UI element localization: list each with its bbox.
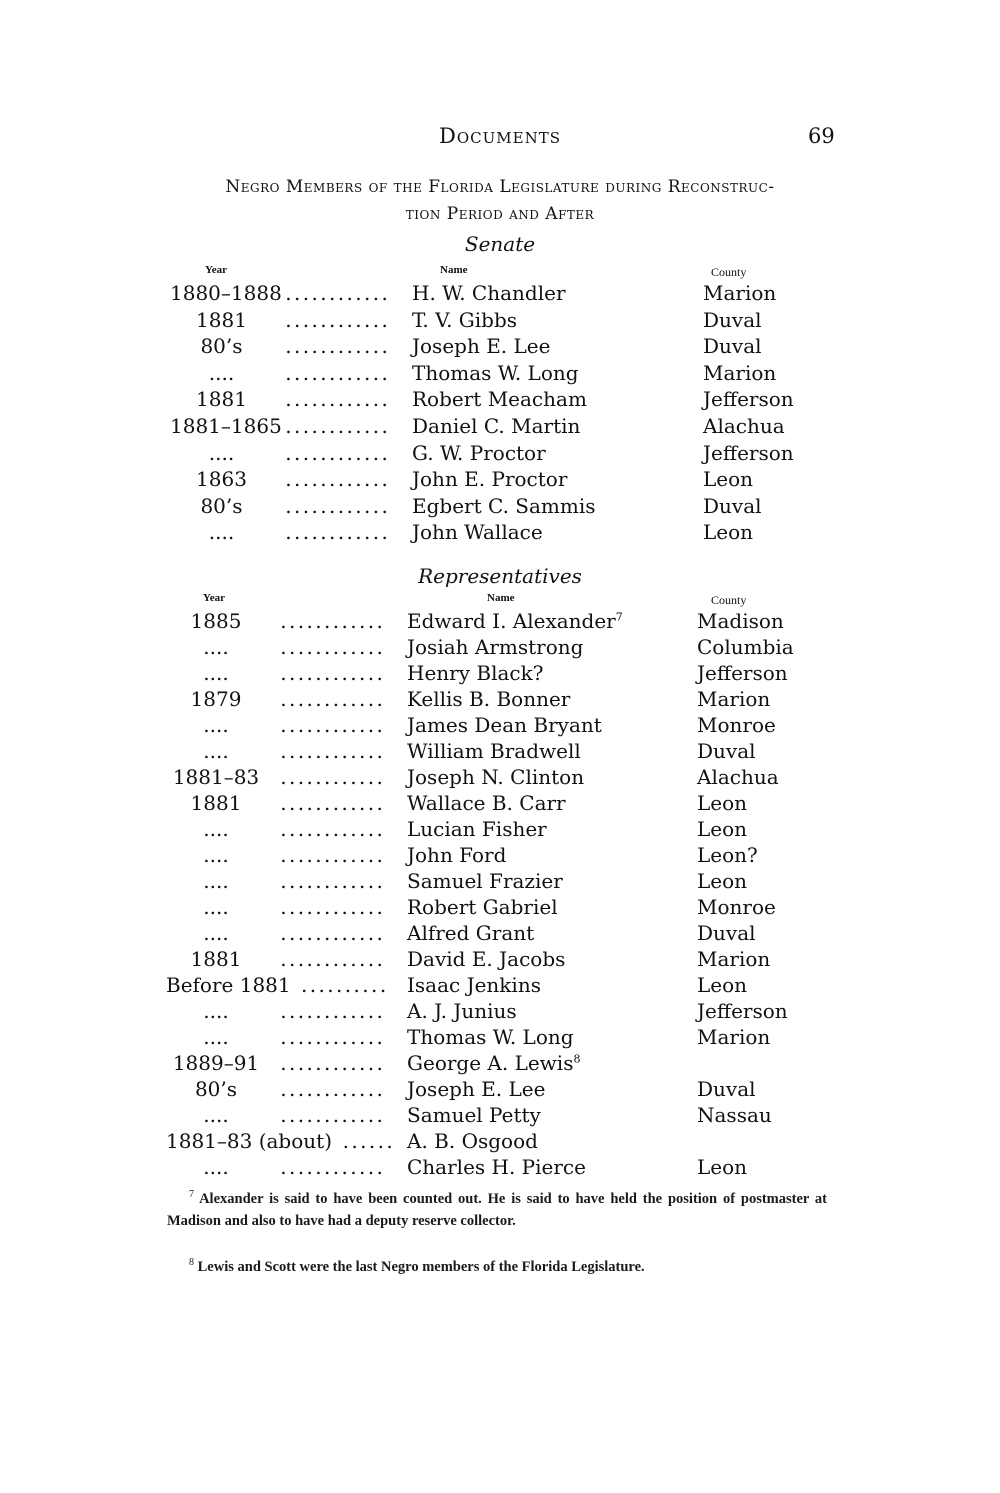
running-head bbox=[0, 124, 1000, 152]
member-county: Duval bbox=[697, 739, 756, 763]
member-name-text: John Wallace bbox=[412, 520, 543, 545]
member-name bbox=[407, 894, 558, 920]
member-name-text: T. V. Gibbs bbox=[412, 307, 518, 332]
dot-leader: ............ bbox=[280, 713, 386, 737]
dot-leader: .......... bbox=[301, 973, 389, 997]
member-name-text: Egbert C. Sammis bbox=[412, 493, 596, 518]
member-name-text: Isaac Jenkins bbox=[407, 973, 541, 997]
member-name bbox=[407, 790, 566, 816]
dot-leader: ............ bbox=[285, 281, 391, 305]
footnote-8 bbox=[167, 1256, 827, 1278]
member-county: Leon bbox=[697, 817, 748, 841]
member-county: Marion bbox=[697, 687, 771, 711]
representatives-row bbox=[0, 842, 1000, 868]
footnote-7-text: Alexander is said to have been counted out. He is said to have held the position of postmaster at Madison and also to have had a deputy reserve collector. bbox=[167, 1191, 828, 1229]
member-name bbox=[412, 307, 517, 333]
dot-leader: ............ bbox=[280, 947, 386, 971]
dot-leader: ............ bbox=[280, 635, 386, 659]
member-county: Duval bbox=[703, 334, 762, 359]
dot-leader: ............ bbox=[280, 999, 386, 1023]
dot-leader: ............ bbox=[280, 1051, 386, 1075]
member-name-text: Henry Black? bbox=[407, 661, 544, 685]
member-name-text: G. W. Proctor bbox=[412, 440, 546, 465]
member-year: 1881 bbox=[190, 791, 242, 815]
representatives-heading: Representatives bbox=[418, 564, 582, 588]
member-name bbox=[407, 1076, 545, 1102]
representatives-row bbox=[0, 790, 1000, 816]
representatives-row bbox=[0, 1102, 1000, 1128]
member-county: Alachua bbox=[703, 414, 785, 438]
member-county: Monroe bbox=[697, 713, 776, 737]
member-county: Marion bbox=[703, 281, 777, 305]
member-county: Duval bbox=[703, 493, 762, 518]
member-year: 1881–83 (about) bbox=[166, 1129, 332, 1153]
member-year: 1880–1888 bbox=[170, 281, 282, 305]
representatives-row bbox=[0, 1076, 1000, 1102]
member-name bbox=[407, 842, 506, 868]
article-title-line-2: tion Period and After bbox=[405, 204, 595, 224]
member-county: Marion bbox=[703, 360, 777, 385]
dot-leader: ............ bbox=[280, 609, 386, 633]
member-year: .... bbox=[203, 999, 229, 1023]
member-name bbox=[407, 1024, 574, 1050]
member-year: .... bbox=[203, 843, 229, 867]
representatives-county-column-header: County bbox=[711, 593, 747, 607]
member-name bbox=[407, 738, 581, 764]
member-name-text: Robert Gabriel bbox=[407, 895, 558, 919]
senate-row bbox=[0, 440, 1000, 466]
representatives-name-column-header: Name bbox=[487, 592, 515, 604]
member-year: .... bbox=[208, 360, 235, 385]
footnote-7-mark: 7 bbox=[189, 1189, 194, 1201]
member-name bbox=[407, 608, 623, 634]
member-name bbox=[407, 634, 583, 660]
member-name-text: Daniel C. Martin bbox=[412, 414, 581, 438]
member-year: .... bbox=[203, 817, 229, 841]
member-county: Jefferson bbox=[697, 999, 788, 1023]
member-year: .... bbox=[203, 1025, 229, 1049]
dot-leader: ............ bbox=[280, 1025, 386, 1049]
member-name bbox=[407, 660, 543, 686]
member-name bbox=[407, 1102, 541, 1128]
member-name-text: George A. Lewis bbox=[407, 1051, 574, 1075]
member-county: Jefferson bbox=[703, 387, 794, 412]
member-name-text: Joseph N. Clinton bbox=[407, 765, 585, 789]
representatives-row bbox=[0, 1128, 1000, 1154]
dot-leader: ............ bbox=[280, 921, 386, 945]
dot-leader: ............ bbox=[285, 440, 391, 465]
dot-leader: ............ bbox=[285, 467, 391, 492]
representatives-year-column-header: Year bbox=[203, 592, 225, 604]
representatives-row bbox=[0, 920, 1000, 946]
dot-leader: ............ bbox=[280, 1103, 386, 1127]
member-name bbox=[407, 712, 602, 738]
senate-row bbox=[0, 280, 1000, 306]
member-name-text: Kellis B. Bonner bbox=[407, 687, 571, 711]
footnote-reference: 7 bbox=[615, 610, 623, 624]
member-year: .... bbox=[208, 440, 235, 465]
member-year: .... bbox=[203, 739, 229, 763]
dot-leader: ............ bbox=[285, 360, 391, 385]
senate-row bbox=[0, 307, 1000, 333]
member-name-text: David E. Jacobs bbox=[407, 947, 566, 971]
member-name-text: A. J. Junius bbox=[407, 999, 517, 1023]
member-county: Leon bbox=[697, 973, 748, 997]
member-name bbox=[412, 519, 543, 545]
footnote-7 bbox=[167, 1188, 827, 1232]
dot-leader: ............ bbox=[280, 661, 386, 685]
member-name-text: William Bradwell bbox=[407, 739, 581, 763]
member-name bbox=[412, 493, 596, 519]
representatives-row bbox=[0, 660, 1000, 686]
member-name-text: Joseph E. Lee bbox=[412, 334, 551, 359]
member-county: Monroe bbox=[697, 895, 776, 919]
member-name bbox=[407, 764, 584, 790]
member-name bbox=[412, 333, 550, 359]
member-year: 80’s bbox=[200, 493, 243, 518]
representatives-row bbox=[0, 868, 1000, 894]
member-year: 80’s bbox=[200, 334, 243, 359]
member-name-text: A. B. Osgood bbox=[407, 1129, 538, 1153]
member-name bbox=[412, 466, 567, 492]
member-year: .... bbox=[203, 661, 229, 685]
member-year: 1889–91 bbox=[172, 1051, 260, 1075]
member-county: Jefferson bbox=[703, 440, 794, 465]
member-name bbox=[407, 998, 517, 1024]
member-name-text: Wallace B. Carr bbox=[407, 791, 566, 815]
representatives-row bbox=[0, 712, 1000, 738]
member-name-text: John E. Proctor bbox=[412, 467, 568, 492]
member-county: Leon bbox=[697, 1155, 748, 1179]
footnote-8-text: Lewis and Scott were the last Negro members of the Florida Legislature. bbox=[197, 1259, 645, 1275]
member-name-text: Edward I. Alexander bbox=[407, 609, 616, 633]
member-county: Leon bbox=[697, 869, 748, 893]
member-county: Columbia bbox=[697, 635, 794, 659]
member-county: Madison bbox=[697, 609, 784, 633]
member-year: .... bbox=[203, 895, 229, 919]
member-name bbox=[407, 686, 570, 712]
senate-row bbox=[0, 413, 1000, 439]
member-year: 1881 bbox=[190, 947, 242, 971]
member-name-text: Lucian Fisher bbox=[407, 817, 547, 841]
page-number: 69 bbox=[808, 124, 835, 148]
senate-row bbox=[0, 386, 1000, 412]
member-name-text: Robert Meacham bbox=[412, 387, 587, 412]
member-name-text: James Dean Bryant bbox=[407, 713, 602, 737]
member-county: Marion bbox=[697, 947, 771, 971]
dot-leader: ............ bbox=[280, 1077, 386, 1101]
member-county: Jefferson bbox=[697, 661, 788, 685]
representatives-row bbox=[0, 608, 1000, 634]
member-year: 1881–83 bbox=[172, 765, 260, 789]
member-year: .... bbox=[203, 635, 229, 659]
dot-leader: ............ bbox=[280, 739, 386, 763]
member-county: Duval bbox=[697, 1077, 756, 1101]
representatives-row bbox=[0, 972, 1000, 998]
article-title bbox=[168, 174, 832, 228]
dot-leader: ............ bbox=[280, 843, 386, 867]
member-year: .... bbox=[208, 520, 235, 545]
representatives-row bbox=[0, 1024, 1000, 1050]
member-county: Leon bbox=[703, 467, 754, 492]
member-year: 1881 bbox=[196, 307, 247, 332]
member-county: Marion bbox=[697, 1025, 771, 1049]
representatives-row bbox=[0, 894, 1000, 920]
member-name-text: Joseph E. Lee bbox=[407, 1077, 546, 1101]
dot-leader: ............ bbox=[280, 817, 386, 841]
member-name bbox=[407, 868, 563, 894]
representatives-row bbox=[0, 738, 1000, 764]
member-county: Alachua bbox=[697, 765, 779, 789]
member-name bbox=[407, 946, 565, 972]
dot-leader: ............ bbox=[285, 520, 391, 545]
member-year: 1881–1865 bbox=[170, 414, 282, 438]
member-year: .... bbox=[203, 869, 229, 893]
footnote-reference: 8 bbox=[573, 1052, 581, 1066]
senate-year-column-header: Year bbox=[205, 264, 227, 276]
member-name-text: Thomas W. Long bbox=[412, 360, 579, 385]
dot-leader: ............ bbox=[280, 791, 386, 815]
member-name-text: H. W. Chandler bbox=[412, 281, 566, 305]
member-county: Duval bbox=[703, 307, 762, 332]
representatives-row bbox=[0, 1154, 1000, 1180]
member-county: Duval bbox=[697, 921, 756, 945]
member-year: 1881 bbox=[196, 387, 247, 412]
senate-row bbox=[0, 466, 1000, 492]
member-name bbox=[407, 1154, 586, 1180]
article-title-line-1: Negro Members of the Florida Legislature during Reconstruc- bbox=[225, 177, 775, 197]
member-name bbox=[412, 360, 579, 386]
member-year: .... bbox=[203, 921, 229, 945]
representatives-row bbox=[0, 634, 1000, 660]
representatives-row bbox=[0, 1050, 1000, 1076]
dot-leader: ............ bbox=[280, 895, 386, 919]
senate-row bbox=[0, 333, 1000, 359]
representatives-row bbox=[0, 998, 1000, 1024]
member-name bbox=[407, 920, 534, 946]
member-name-text: Josiah Armstrong bbox=[407, 635, 584, 659]
dot-leader: ............ bbox=[280, 1155, 386, 1179]
dot-leader: ............ bbox=[280, 687, 386, 711]
dot-leader: ............ bbox=[280, 765, 386, 789]
senate-row bbox=[0, 493, 1000, 519]
member-name-text: John Ford bbox=[407, 843, 507, 867]
dot-leader: ............ bbox=[280, 869, 386, 893]
member-year: 1879 bbox=[190, 687, 242, 711]
dot-leader: ............ bbox=[285, 414, 391, 438]
member-name-text: Charles H. Pierce bbox=[407, 1155, 586, 1179]
member-county: Nassau bbox=[697, 1103, 772, 1127]
member-name bbox=[407, 972, 541, 998]
senate-name-column-header: Name bbox=[440, 264, 468, 276]
member-county: Leon bbox=[703, 520, 754, 545]
senate-row bbox=[0, 519, 1000, 545]
member-year: Before 1881 bbox=[166, 973, 291, 997]
dot-leader: ............ bbox=[285, 493, 391, 518]
member-year: 1863 bbox=[196, 467, 247, 492]
senate-heading: Senate bbox=[464, 232, 536, 256]
member-name-text: Alfred Grant bbox=[407, 921, 535, 945]
dot-leader: ...... bbox=[342, 1129, 396, 1153]
member-name bbox=[412, 440, 546, 466]
member-name bbox=[407, 816, 547, 842]
member-county: Leon? bbox=[697, 843, 758, 867]
representatives-row bbox=[0, 816, 1000, 842]
member-name bbox=[412, 413, 580, 439]
representatives-row bbox=[0, 686, 1000, 712]
member-name bbox=[407, 1050, 580, 1076]
representatives-row bbox=[0, 946, 1000, 972]
member-year: .... bbox=[203, 1155, 229, 1179]
senate-row bbox=[0, 360, 1000, 386]
dot-leader: ............ bbox=[285, 334, 391, 359]
member-name-text: Samuel Frazier bbox=[407, 869, 563, 893]
footnote-8-mark: 8 bbox=[189, 1257, 194, 1269]
member-year: .... bbox=[203, 713, 229, 737]
member-name-text: Thomas W. Long bbox=[407, 1025, 574, 1049]
dot-leader: ............ bbox=[285, 387, 391, 412]
member-name bbox=[412, 280, 566, 306]
senate-county-column-header: County bbox=[711, 265, 747, 279]
member-year: 1885 bbox=[190, 609, 242, 633]
member-year: .... bbox=[203, 1103, 229, 1127]
member-name bbox=[412, 386, 587, 412]
member-name bbox=[407, 1128, 538, 1154]
running-title: Documents bbox=[439, 124, 561, 148]
member-year: 80’s bbox=[194, 1077, 238, 1101]
dot-leader: ............ bbox=[285, 307, 391, 332]
member-name-text: Samuel Petty bbox=[407, 1103, 541, 1127]
member-county: Leon bbox=[697, 791, 748, 815]
representatives-row bbox=[0, 764, 1000, 790]
